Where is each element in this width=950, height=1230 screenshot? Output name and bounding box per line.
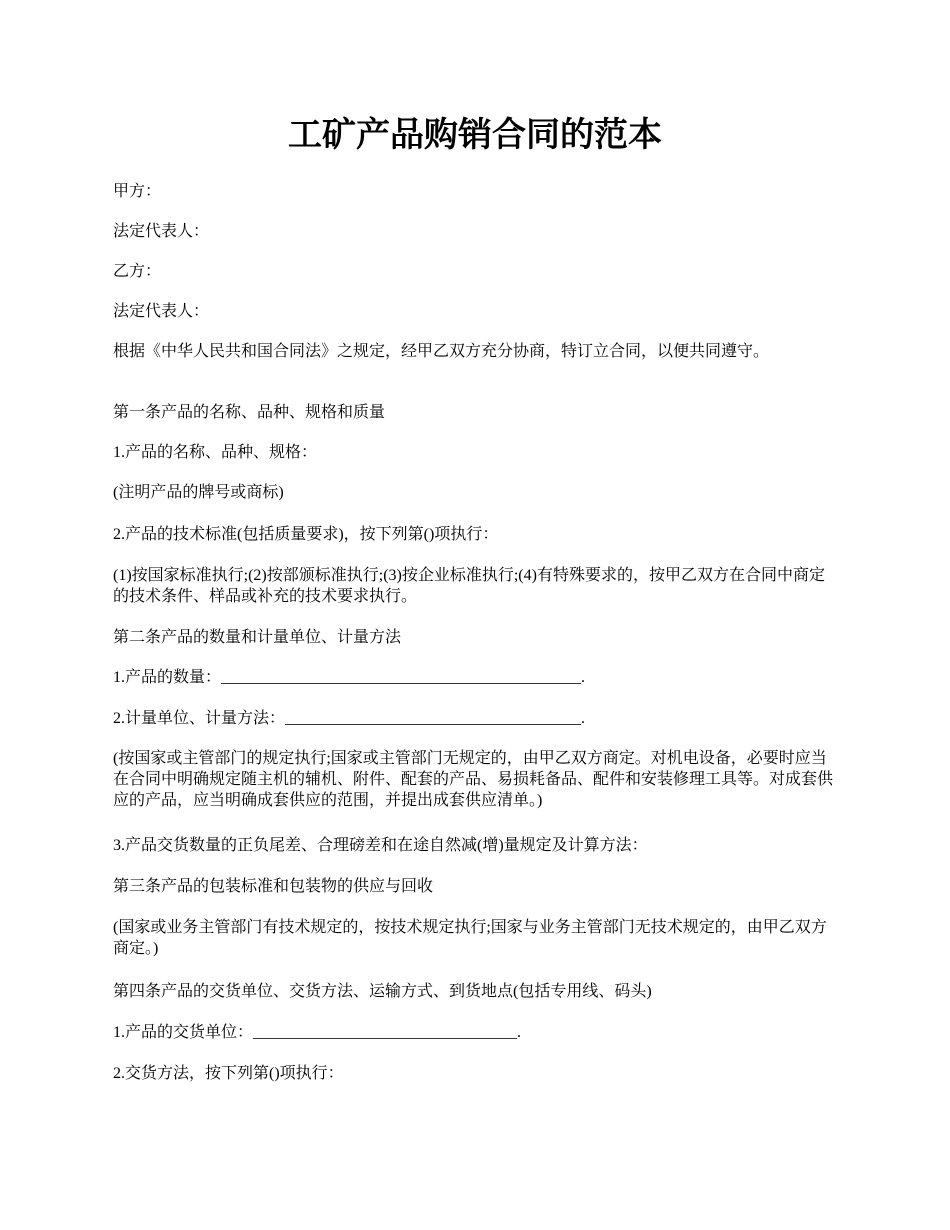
article-2-item-2: 2.计量单位、计量方法：_____________________________________.: [113, 710, 586, 727]
party-b-line: 乙方：: [113, 263, 162, 280]
article-3-heading: 第三条产品的包装标准和包装物的供应与回收: [113, 878, 434, 895]
party-a-line: 甲方：: [113, 183, 162, 200]
document-title: 工矿产品购销合同的范本: [288, 117, 662, 154]
article-3-note-paragraph: (国家或业务主管部门有技术规定的，按技术规定执行;国家与业务主管部门无技术规定的，由甲乙双方商定。): [113, 919, 827, 957]
article-2-item-1: 1.产品的数量：_____________________________________________.: [113, 669, 586, 686]
party-b-representative-line: 法定代表人：: [113, 303, 210, 320]
party-a-representative-line: 法定代表人：: [113, 223, 210, 240]
article-1-heading: 第一条产品的名称、品种、规格和质量: [113, 404, 386, 421]
article-2-heading: 第二条产品的数量和计量单位、计量方法: [113, 629, 402, 646]
article-1-item-2: 2.产品的技术标准(包括质量要求)，按下列第()项执行：: [113, 526, 499, 543]
article-1-note: (注明产品的牌号或商标): [113, 484, 284, 501]
article-2-note-paragraph: (按国家或主管部门的规定执行;国家或主管部门无规定的，由甲乙双方商定。对机电设备，必要时应当在合同中明确规定随主机的辅机、附件、配套的产品、易损耗备品、配件和安装修理工具等。对成套供应的产品，应当明确成套供应的范围，并提出成套供应清单。): [113, 750, 834, 809]
article-1-item-1: 1.产品的名称、品种、规格：: [113, 444, 318, 461]
article-2-item-3: 3.产品交货数量的正负尾差、合理磅差和在途自然减(增)量规定及计算方法：: [113, 837, 648, 854]
preamble-paragraph: 根据《中华人民共和国合同法》之规定，经甲乙双方充分协商，特订立合同，以便共同遵守。: [113, 343, 770, 360]
article-1-standards-paragraph: (1)按国家标准执行;(2)按部颁标准执行;(3)按企业标准执行;(4)有特殊要求的，按甲乙双方在合同中商定的技术条件、样品或补充的技术要求执行。: [113, 567, 825, 605]
article-4-item-2: 2.交货方法，按下列第()项执行：: [113, 1065, 344, 1082]
article-4-item-1: 1.产品的交货单位：_________________________________.: [113, 1024, 522, 1041]
article-4-heading: 第四条产品的交货单位、交货方法、运输方式、到货地点(包括专用线、码头): [113, 983, 652, 1000]
